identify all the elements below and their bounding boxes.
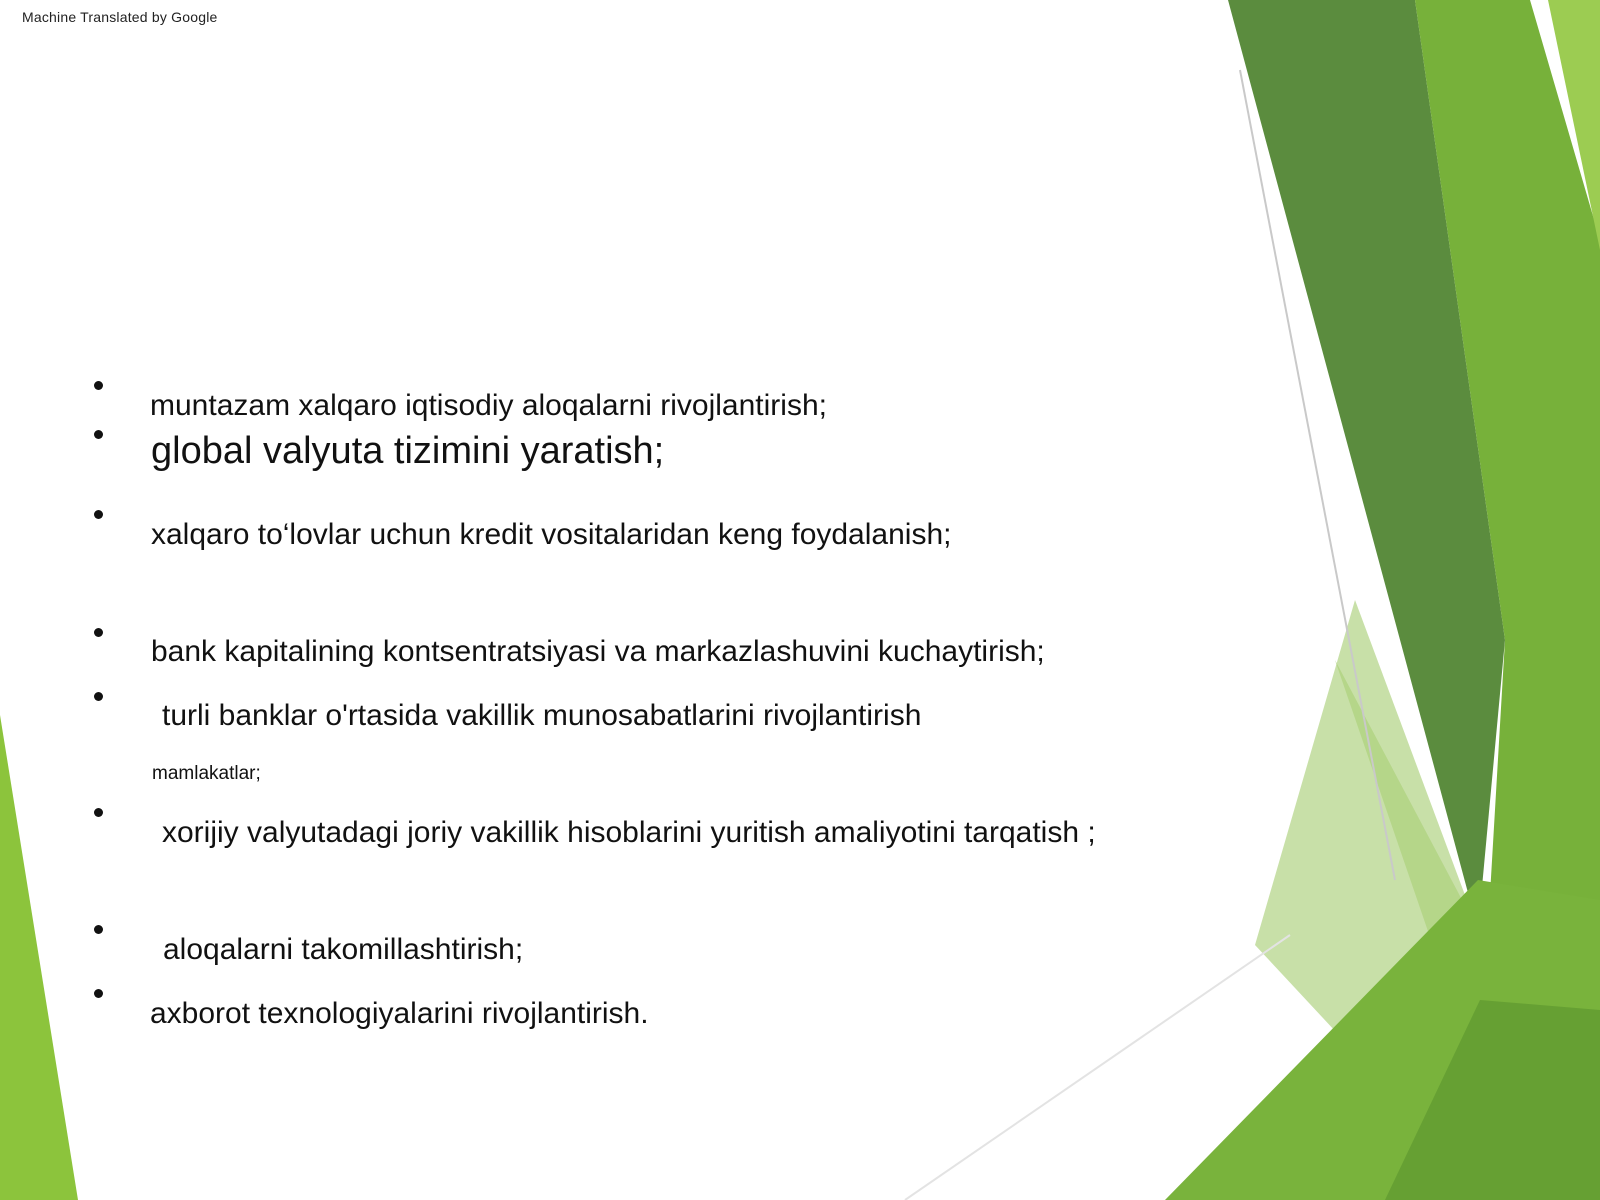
list-item: global valyuta tizimini yaratish; [151, 430, 665, 472]
bullet-dot [94, 989, 103, 998]
bullet-dot [94, 628, 103, 637]
bullet-dot [94, 510, 103, 519]
list-item: turli banklar o'rtasida vakillik munosabatlarini rivojlantirish [162, 699, 922, 732]
list-item: bank kapitalining kontsentratsiyasi va markazlashuvini kuchaytirish; [151, 635, 1045, 668]
bullet-dot [94, 808, 103, 817]
bullet-dot [94, 430, 103, 439]
machine-translation-watermark: Machine Translated by Google [22, 9, 218, 25]
list-item-continuation: mamlakatlar; [152, 763, 261, 784]
list-item: aloqalarni takomillashtirish; [163, 933, 524, 966]
bullet-dot [94, 381, 103, 390]
list-item: axborot texnologiyalarini rivojlantirish. [150, 997, 649, 1030]
bullet-dot [94, 925, 103, 934]
left-green-shape [0, 715, 78, 1200]
bullet-dot [94, 692, 103, 701]
list-item: muntazam xalqaro iqtisodiy aloqalarni rivojlantirish; [150, 389, 827, 422]
list-item: xalqaro to‘lovlar uchun kredit vositalaridan keng foydalanish; [151, 518, 952, 551]
list-item: xorijiy valyutadagi joriy vakillik hisoblarini yuritish amaliyotini tarqatish ; [162, 816, 1096, 849]
